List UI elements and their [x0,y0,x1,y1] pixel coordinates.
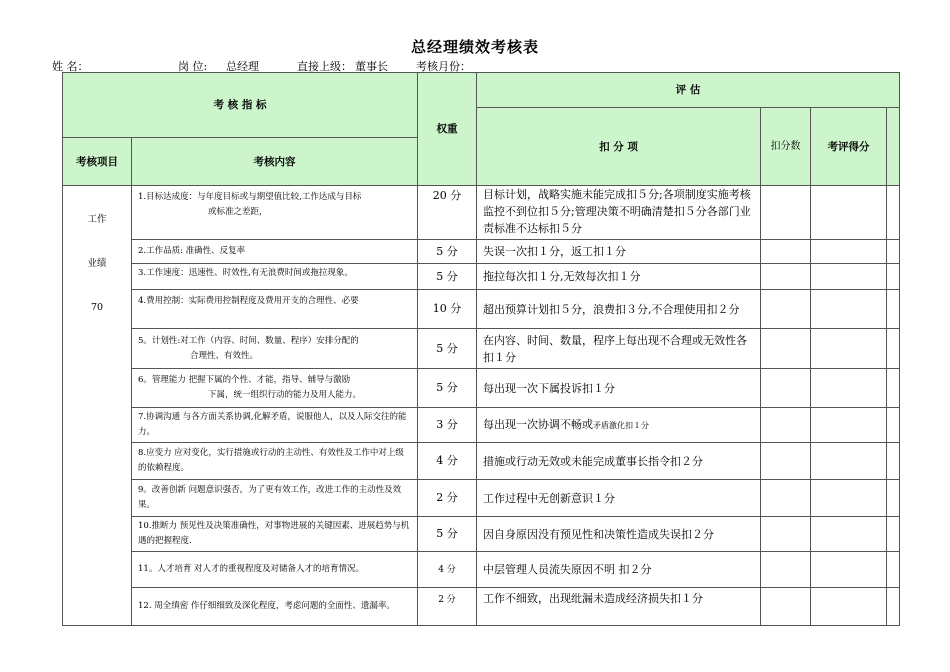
points-cell[interactable] [761,186,811,240]
deduction-cell: 失误一次扣１分，返工扣１分 [477,240,761,264]
header-content: 考核内容 [132,138,418,186]
page-title: 总经理绩效考核表 [410,38,539,56]
deduction-cell: 目标计划，战略实施未能完成扣５分;各项制度实施考核监控不到位扣５分;管理决策不明确清楚扣５分各部门业责标准不达标扣５分 [477,186,761,240]
header-extra-cell [887,108,900,186]
extra-cell [887,552,900,588]
points-cell[interactable] [761,264,811,290]
score-cell[interactable] [811,264,887,290]
weight-cell: 5 分 [418,329,477,369]
category-cell [63,186,132,626]
table-row [63,186,900,240]
category-line1: 工作 [87,214,107,225]
table-row [63,264,900,290]
header-deduction-items: 扣 分 项 [477,108,761,186]
extra-cell [887,290,900,329]
table-row [63,290,900,329]
extra-cell [887,588,900,626]
weight-cell: 5 分 [418,517,477,552]
category-line3: 70 [90,302,104,313]
table-row [63,552,900,588]
name-label: 姓 名： [52,60,89,73]
weight-cell: 2 分 [418,588,477,626]
deduction-cell: 工作过程中无创新意识１分 [477,480,761,517]
content-cell: 3.工作速度：迅速性、时效性,有无浪费时间或拖拉现象。 [132,264,418,290]
weight-cell: 20 分 [418,186,477,240]
extra-cell [887,240,900,264]
weight-cell: 5 分 [418,264,477,290]
deduction-cell: 措施或行动无效或未能完成董事长指令扣２分 [477,443,761,480]
extra-cell [887,369,900,408]
content-cell [132,329,418,369]
weight-cell: 4 分 [418,443,477,480]
content-text-cont: 合理性、有效性。 [190,350,259,361]
table-row [63,240,900,264]
weight-cell: 5 分 [418,240,477,264]
score-cell[interactable] [811,369,887,408]
header-deduction-points: 扣分数 [761,108,811,186]
content-cell: 10.推断力 预见性及决策准确性，对事物进展的关键因素、进展趋势与机遇的把握程度. [132,517,418,552]
position-label: 岗 位: [178,60,208,73]
deduction-text-small: 矛盾激化扣１分 [593,421,649,430]
deduction-cell: 每出现一次下属投诉扣１分 [477,369,761,408]
content-text-cont: 或标准之差距， [208,207,268,217]
superior-value: 董事长 [355,60,388,73]
extra-cell [887,186,900,240]
deduction-cell: 工作不细致，出现纰漏未造成经济损失扣１分 [477,588,761,626]
category-line2: 业绩 [87,258,107,269]
content-cell: 8.应变力 应对变化，实行措施或行动的主动性、有效性及工作中对上级的依赖程度。 [132,443,418,480]
score-cell[interactable] [811,517,887,552]
deduction-cell: 中层管理人员流失原因不明 扣２分 [477,552,761,588]
content-text: 1.目标达成度：与年度目标或与期望值比较,工作达成与目标 [138,192,362,202]
score-cell[interactable] [811,408,887,443]
extra-cell [887,480,900,517]
deduction-cell: 因自身原因没有预见性和决策性造成失误扣２分 [477,517,761,552]
table-row [63,517,900,552]
header-evaluation: 评 估 [477,73,900,108]
deduction-cell: 超出预算计划扣５分，浪费扣３分,不合理使用扣２分 [477,290,761,329]
content-cell: 9。改善创新 问题意识强否，为了更有效工作，改进工作的主动性及效果。 [132,480,418,517]
table-row [63,588,900,626]
weight-cell: 10 分 [418,290,477,329]
content-text: 6。管理能力 把握下属的个性、才能，指导、辅导与激励 [138,375,351,385]
content-cell: 12. 周全缜密 作仔细细致及深化程度，考虑问题的全面性、遗漏率。 [132,588,418,626]
points-cell[interactable] [761,443,811,480]
extra-cell [887,443,900,480]
extra-cell [887,264,900,290]
content-cell: 2.工作品质: 准确性、反复率 [132,240,418,264]
points-cell[interactable] [761,290,811,329]
score-cell[interactable] [811,588,887,626]
deduction-cell: 拖拉每次扣１分,无效每次扣１分 [477,264,761,290]
table-row [63,329,900,369]
points-cell[interactable] [761,408,811,443]
score-cell[interactable] [811,186,887,240]
deduction-cell [477,408,761,443]
header-item: 考核项目 [63,138,132,186]
score-cell[interactable] [811,290,887,329]
score-cell[interactable] [811,480,887,517]
header-weight: 权重 [418,73,477,186]
deduction-text: 每出现一次协调不畅或 [483,418,593,431]
points-cell[interactable] [761,517,811,552]
extra-cell [887,408,900,443]
points-cell[interactable] [761,369,811,408]
points-cell[interactable] [761,329,811,369]
points-cell[interactable] [761,588,811,626]
evaluation-table [62,72,900,626]
weight-cell: 2 分 [418,480,477,517]
content-cell [132,186,418,240]
superior-label: 直接上级： [297,60,352,73]
content-cell: 4.费用控制：实际费用控制程度及费用开支的合理性、必要 [132,290,418,329]
table-row [63,408,900,443]
score-cell[interactable] [811,240,887,264]
month-label: 考核月份： [416,60,471,73]
weight-cell: 4 分 [418,552,477,588]
points-cell[interactable] [761,480,811,517]
header-indicators: 考 核 指 标 [63,73,418,138]
content-cell [132,369,418,408]
points-cell[interactable] [761,552,811,588]
position-value: 总经理 [226,60,259,73]
points-cell[interactable] [761,240,811,264]
content-text-cont: 下属，统一组织行动的能力及用人能力。 [208,390,362,400]
content-cell: 7.协调沟通 与各方面关系协调,化解矛盾，说服他人，以及人际交往的能力。 [132,408,418,443]
weight-cell: 5 分 [418,369,477,408]
table-row [63,369,900,408]
header-score: 考评得分 [811,108,887,186]
score-cell[interactable] [811,329,887,369]
extra-cell [887,517,900,552]
table-row [63,480,900,517]
table-row [63,443,900,480]
weight-cell: 3 分 [418,408,477,443]
content-text: 5。计划性:对工作（内容、时间、数量、程序）安排分配的 [138,335,359,346]
extra-cell [887,329,900,369]
score-cell[interactable] [811,552,887,588]
score-cell[interactable] [811,443,887,480]
deduction-cell: 在内容、时间、数量，程序上每出现不合理或无效性各扣１分 [477,329,761,369]
content-cell: 11。人才培育 对人才的重视程度及对储备人才的培育情况。 [132,552,418,588]
